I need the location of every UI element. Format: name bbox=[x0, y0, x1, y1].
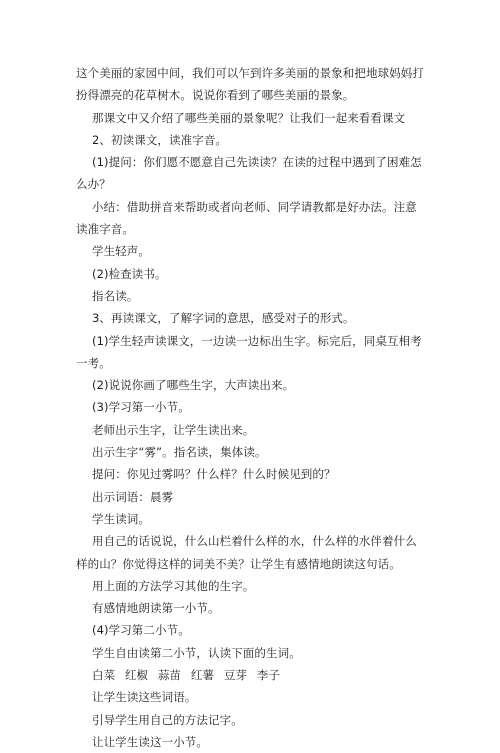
paragraph-show-fog: 出示生字“雾”。指名读，集体读。 bbox=[92, 445, 267, 460]
paragraph-show-characters: 老师出示生字，让学生读出来。 bbox=[92, 422, 255, 437]
paragraph-read-words: 让学生读这些词语。 bbox=[92, 690, 197, 705]
paragraph-read-word: 学生读词。 bbox=[92, 511, 150, 526]
paragraph-memorize: 引导学生用自己的方法记字。 bbox=[92, 712, 243, 727]
paragraph-word-list: 白菜 红椒 蒜苗 红薯 豆芽 李子 bbox=[92, 668, 280, 683]
paragraph-intro: 这个美丽的家园中间，我们可以乍到许多美丽的景象和把地球妈妈打扮得漂亮的花草树木。说说你看到了哪些美丽的景象。 bbox=[76, 66, 424, 103]
paragraph-read-stanza-2: 让让学生读这一小节。 bbox=[92, 734, 208, 749]
paragraph-transition: 那课文中又介绍了哪些美丽的景象呢？让我们一起来看看课文 bbox=[92, 110, 406, 125]
paragraph-own-words: 用自己的话说说，什么山栏着什么样的水，什么样的水伴着什么样的山？你觉得这样的词美不美？让学生有感情地朗读这句话。 bbox=[76, 534, 417, 571]
document-body bbox=[76, 62, 426, 753]
paragraph-say-characters: (2)说说你画了哪些生字，大声读出来。 bbox=[92, 378, 295, 393]
paragraph-question-1: (1)提问：你们愿不愿意自己先读读？在读的过程中遇到了困难怎么办？ bbox=[76, 155, 422, 192]
paragraph-quiet-reading: 学生轻声。 bbox=[92, 244, 150, 259]
paragraph-summary: 小结：借助拼音来帮助或者向老师、同学请教都是好办法。注意读准字音。 bbox=[76, 199, 417, 237]
paragraph-read-stanza-1: 有感情地朗读第一小节。 bbox=[92, 601, 220, 616]
paragraph-stanza-1: (3)学习第一小节。 bbox=[92, 400, 190, 415]
section-heading-first-reading: 2、初读课文，读准字音。 bbox=[92, 132, 228, 147]
paragraph-question-fog: 提问：你见过雾吗？什么样？什么时候见到的？ bbox=[92, 467, 336, 482]
paragraph-check-reading: (2)检查读书。 bbox=[92, 266, 167, 281]
paragraph-name-reading: 指名读。 bbox=[92, 288, 139, 303]
paragraph-free-reading: 学生自由读第二小节，认读下面的生词。 bbox=[92, 645, 301, 660]
paragraph-other-characters: 用上面的方法学习其他的生字。 bbox=[92, 578, 255, 593]
paragraph-mark-characters: (1)学生轻声读课文，一边读一边标出生字。标完后，同桌互相考一考。 bbox=[76, 333, 422, 370]
paragraph-stanza-2: (4)学习第二小节。 bbox=[92, 623, 190, 638]
section-heading-reread: 3、再读课文，了解字词的意思，感受对子的形式。 bbox=[92, 311, 355, 326]
paragraph-show-word: 出示词语：晨雾 bbox=[92, 489, 174, 504]
